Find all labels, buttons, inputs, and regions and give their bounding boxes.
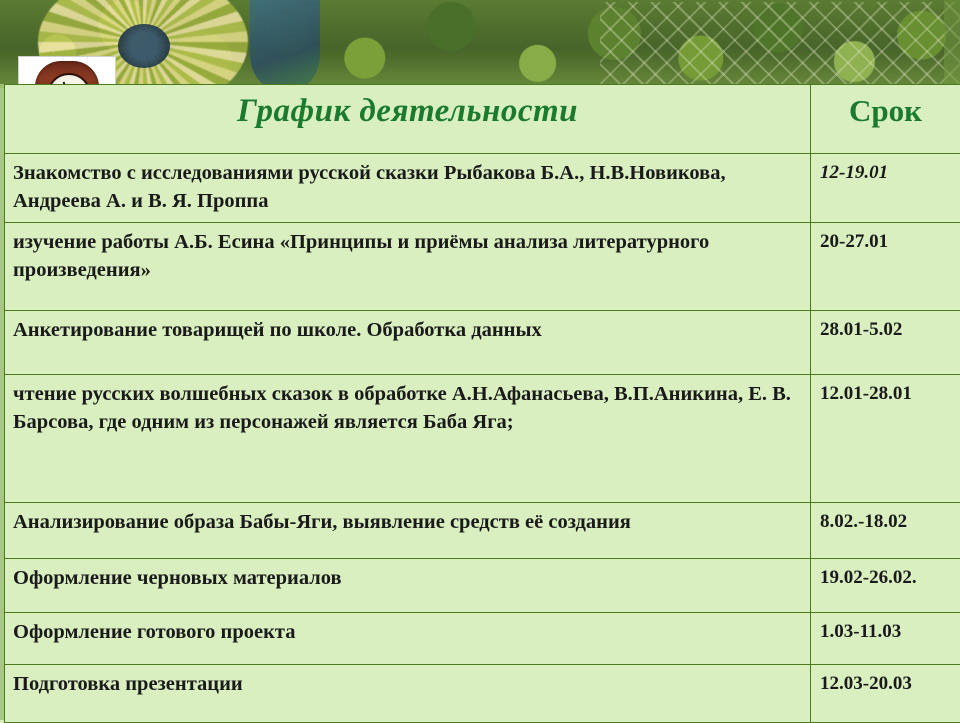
table-row [5, 310, 960, 374]
table-row [5, 664, 960, 722]
schedule-table [4, 84, 960, 723]
decorative-top-band [0, 0, 960, 88]
activity-cell: Анализирование образа Бабы-Яги, выявление средств её создания [5, 502, 811, 558]
header-activity: График деятельности [5, 85, 811, 154]
deadline-cell: 8.02.-18.02 [811, 502, 960, 558]
table-row [5, 154, 960, 223]
activity-cell: чтение русских волшебных сказок в обработке А.Н.Афанасьева, В.П.Аникина, Е. В. Барсова, где одним из персонажей является Баба Яга; [5, 374, 811, 502]
activity-cell: Анкетирование товарищей по школе. Обработка данных [5, 310, 811, 374]
activity-cell: Оформление готового проекта [5, 612, 811, 664]
activity-cell: Подготовка презентации [5, 664, 811, 722]
deadline-cell: 12.03-20.03 [811, 664, 960, 722]
table-row [5, 222, 960, 310]
table-row [5, 502, 960, 558]
table-row [5, 558, 960, 612]
deadline-cell: 12-19.01 [811, 154, 960, 223]
deadline-cell: 20-27.01 [811, 222, 960, 310]
table-header-row [5, 85, 960, 154]
flower-core-icon [118, 24, 170, 68]
deadline-cell: 1.03-11.03 [811, 612, 960, 664]
table-row [5, 374, 960, 502]
deadline-cell: 19.02-26.02. [811, 558, 960, 612]
activity-cell: Знакомство с исследованиями русской сказки Рыбакова Б.А., Н.В.Новикова, Андреева А. и В. Я. Проппа [5, 154, 811, 223]
trellis-pattern-icon [600, 2, 960, 88]
header-deadline: Срок [811, 85, 960, 154]
leaf-icon [250, 0, 320, 88]
deadline-cell: 28.01-5.02 [811, 310, 960, 374]
activity-cell: изучение работы А.Б. Есина «Принципы и приёмы анализа литературного произведения» [5, 222, 811, 310]
deadline-cell: 12.01-28.01 [811, 374, 960, 502]
table-row [5, 612, 960, 664]
schedule-table-wrapper [4, 84, 960, 723]
activity-cell: Оформление черновых материалов [5, 558, 811, 612]
